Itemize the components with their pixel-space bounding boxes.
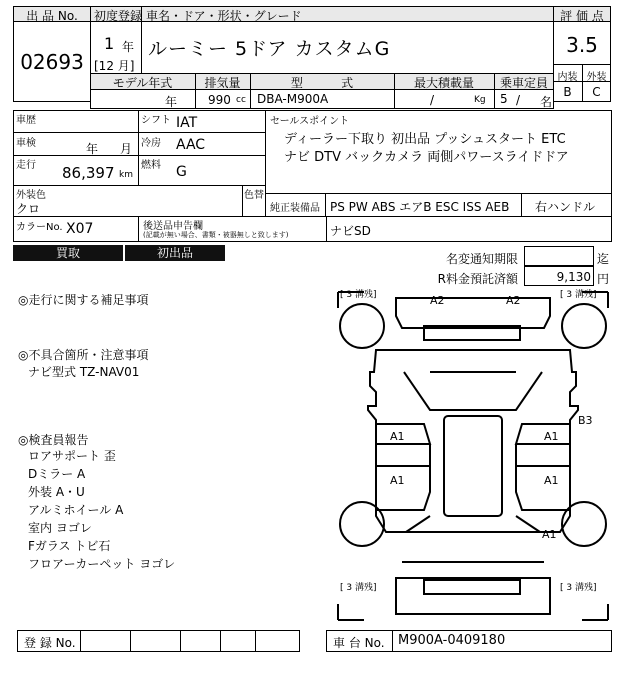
capacity-unit: 名 <box>540 95 553 109</box>
inspector-line-1: ロアサポート 歪 <box>28 449 116 463</box>
rear-bumper <box>396 578 550 614</box>
docs-note: (記載が無い場合、書類・被器無しと致します) <box>143 231 289 239</box>
docs-value: ナビSD <box>330 224 371 238</box>
left-rear-door <box>376 466 430 510</box>
mileage-value: 86,397 <box>62 164 115 182</box>
max-load-unit: Kg <box>474 95 486 105</box>
model-year-label: モデル年式 <box>112 76 173 90</box>
ac-label: 冷房 <box>141 138 161 149</box>
shift-value: IAT <box>176 115 198 131</box>
first-reg-month: [12 月] <box>94 59 135 73</box>
inspection-label: 車検 <box>16 138 36 149</box>
recycle-value: 9,130 <box>556 270 591 284</box>
reg-no-label: 登 録 No. <box>24 636 76 650</box>
tire-br-label: [ 3 溝残] <box>560 583 597 593</box>
score-value: 3.5 <box>566 33 598 57</box>
shift-label: シフト <box>141 115 171 126</box>
chassis-label: 車 台 No. <box>333 636 385 650</box>
interior-label: 内装 <box>557 72 578 83</box>
name-change-field <box>524 246 594 266</box>
inspector-line-5: 室内 ヨゴレ <box>28 521 92 535</box>
mark-front-bumper-right: A2 <box>506 294 521 307</box>
displacement-value: 990 <box>208 93 231 107</box>
right-rear-door <box>516 466 570 510</box>
max-load-sep: / <box>430 93 435 107</box>
docs-label: 後送品申告欄 <box>143 221 203 232</box>
displacement-label: 排気量 <box>204 76 241 90</box>
inspection-month: 月 <box>120 142 133 156</box>
interior-grade: B <box>563 85 572 99</box>
capacity-value: 5 <box>500 92 508 106</box>
equip-value: PS PW ABS エアB ESC ISS AEB <box>330 200 510 214</box>
type-value: DBA-M900A <box>257 92 329 106</box>
max-load-label: 最大積載量 <box>413 76 474 90</box>
buy-badge: 買取 <box>13 245 123 261</box>
history-label: 車歴 <box>16 115 36 126</box>
color-no-label: カラーNo. <box>16 222 63 233</box>
first-reg-year: 1 <box>104 34 115 53</box>
driving-title: ◎走行に関する補足事項 <box>18 293 149 307</box>
color-no-value: X07 <box>66 221 94 237</box>
tire-rear-left <box>340 502 384 546</box>
sales-line-2: ナビ DTV バックカメラ 両側パワースライドドア <box>284 150 569 165</box>
score-label: 評 価 点 <box>560 9 604 23</box>
ext-color-label: 外装色 <box>16 190 46 201</box>
right-front-door <box>516 424 570 444</box>
recycle-unit: 円 <box>597 272 610 286</box>
inspector-line-3: 外装 A・U <box>28 485 85 499</box>
equip-label: 純正装備品 <box>270 203 320 214</box>
inspector-line-6: Fガラス トビ石 <box>28 539 111 553</box>
inspector-line-4: アルミホイール A <box>28 503 124 517</box>
chassis-value: M900A-0409180 <box>398 633 506 648</box>
displacement-unit: cc <box>236 95 246 105</box>
windshield-lines <box>404 372 542 410</box>
roof-panel <box>444 416 502 516</box>
defects-title: ◎不具合箇所・注意事項 <box>18 348 149 362</box>
sales-label: セールスポイント <box>270 116 350 127</box>
inspector-line-2: Dミラー A <box>28 467 86 481</box>
tire-tr-label: [ 3 溝残] <box>560 290 597 300</box>
mark-right-front-door: A1 <box>544 430 559 443</box>
first-listing-badge: 初出品 <box>125 245 225 261</box>
mileage-unit: km <box>119 170 133 180</box>
handle-value: 右ハンドル <box>535 200 596 214</box>
repaint-label: 色替 <box>244 190 264 201</box>
lot-label: 出 品 No. <box>26 9 78 23</box>
tire-front-right <box>562 304 606 348</box>
inspection-year: 年 <box>86 142 99 156</box>
details-box <box>13 110 266 186</box>
tire-tl-label: [ 3 溝残] <box>340 290 377 300</box>
frame-corner-br <box>582 604 608 620</box>
car-name: ルーミー 5ドア カスタムG <box>148 38 391 60</box>
mark-right-rear-fender: B3 <box>578 414 593 427</box>
name-change-unit: 迄 <box>597 252 610 266</box>
pillar-lines <box>430 444 516 466</box>
name-change-label: 名変通知期限 <box>445 252 518 266</box>
type-label: 型 式 <box>290 76 354 90</box>
car-name-label: 車名・ドア・形状・グレード <box>146 9 302 23</box>
car-damage-diagram <box>334 288 612 624</box>
exterior-grade: C <box>592 85 601 99</box>
inspector-title: ◎検査員報告 <box>18 433 89 447</box>
inspector-line-7: フロアーカーペット ヨゴレ <box>28 557 176 571</box>
mark-rear-right: A1 <box>542 528 557 541</box>
exterior-label: 外装 <box>586 72 607 83</box>
model-year-unit: 年 <box>165 95 178 109</box>
rear-plate-area <box>424 580 520 594</box>
capacity-label: 乗車定員 <box>499 76 548 90</box>
ext-color-value: クロ <box>16 202 41 216</box>
front-bumper <box>396 298 550 328</box>
lot-number: 02693 <box>20 50 84 74</box>
mark-left-rear-door: A1 <box>390 474 405 487</box>
defects-line: ナビ型式 TZ-NAV01 <box>28 365 140 379</box>
rear-window-lines <box>406 516 540 532</box>
mark-left-front-door: A1 <box>390 430 405 443</box>
ext-color-box <box>13 185 266 217</box>
recycle-label: R料金預託済額 <box>437 272 518 286</box>
capacity-sep: / <box>516 93 521 107</box>
first-reg-label: 初度登録 <box>94 9 143 23</box>
tire-rear-right <box>562 502 606 546</box>
first-reg-year-unit: 年 <box>122 40 135 54</box>
fuel-label: 燃料 <box>141 160 161 171</box>
fuel-value: G <box>176 164 187 180</box>
sales-line-1: ディーラー下取り 初出品 プッシュスタート ETC <box>284 132 566 147</box>
tire-bl-label: [ 3 溝残] <box>340 583 377 593</box>
mark-front-bumper-left: A2 <box>430 294 445 307</box>
mileage-label: 走行 <box>16 160 36 171</box>
ac-value: AAC <box>176 137 206 153</box>
tire-front-left <box>340 304 384 348</box>
frame-corner-bl <box>338 604 364 620</box>
mark-right-rear-door: A1 <box>544 474 559 487</box>
